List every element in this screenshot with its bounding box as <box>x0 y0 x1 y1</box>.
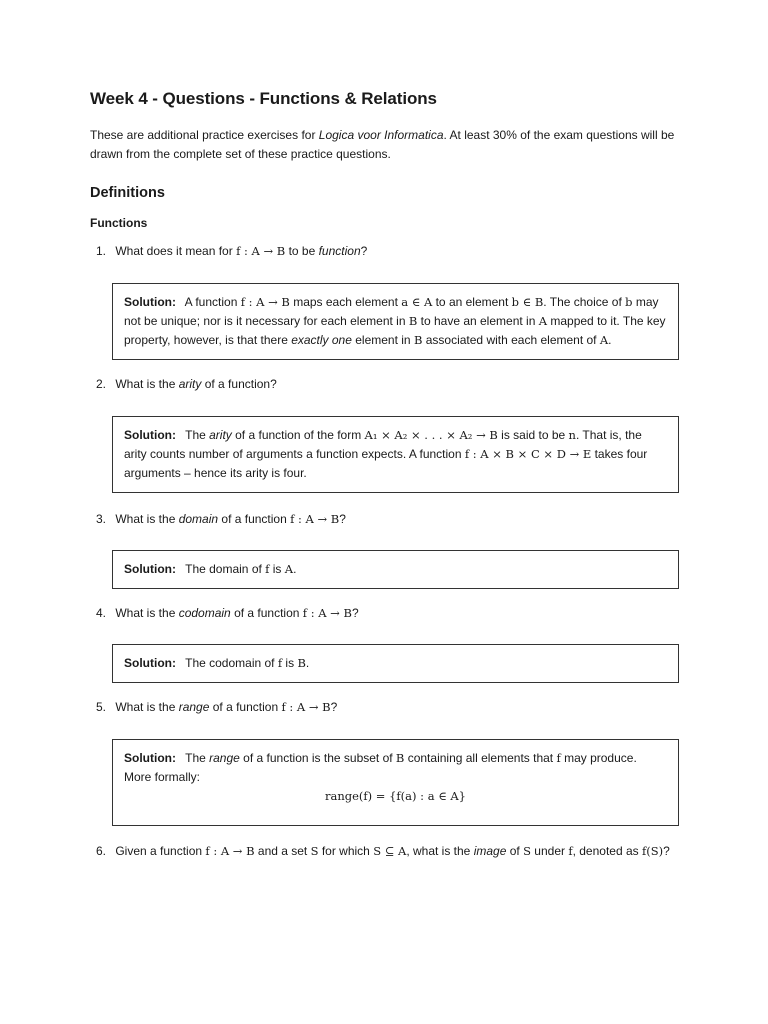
question-text: What is the <box>115 606 179 620</box>
math: A <box>284 562 294 576</box>
solution-label: Solution: <box>124 428 176 442</box>
solution-text: The <box>185 751 210 765</box>
solution-text: may produce. More formally: <box>124 751 637 784</box>
question-number: 5. <box>96 700 107 714</box>
emphasis: exactly one <box>291 333 352 347</box>
solution-text: . <box>305 656 310 670</box>
math: f <box>568 844 573 858</box>
range-formula: range(f) = {f(a) : a ∈ A} <box>325 789 466 803</box>
question-text: ? <box>330 700 338 714</box>
solution-box-1 <box>112 283 679 360</box>
emphasis: range <box>209 751 240 765</box>
solution-label: Solution: <box>124 295 176 309</box>
emphasis: arity <box>178 377 202 391</box>
math: A₁ × A₂ × . . . × A₂ → B <box>364 428 498 442</box>
solution-text: element in <box>351 333 414 347</box>
emphasis: arity <box>209 428 232 442</box>
math: f : A × B × C × D → E <box>464 447 592 461</box>
question-text: of a function <box>230 606 303 620</box>
math: B <box>408 314 418 328</box>
math: f : A → B <box>236 244 286 258</box>
question-2 <box>96 375 277 393</box>
math: S <box>310 844 319 858</box>
question-text: to be <box>285 244 319 258</box>
math: f : A → B <box>302 606 352 620</box>
question-1 <box>96 242 367 260</box>
solution-text: The codomain of <box>185 656 278 670</box>
question-5 <box>96 698 337 716</box>
subsection-heading: Functions <box>90 216 148 230</box>
solution-text: associated with each element of <box>422 333 600 347</box>
solution-text: maps each element <box>289 295 402 309</box>
question-text: What is the <box>115 700 179 714</box>
question-text: ? <box>351 606 359 620</box>
math: B <box>297 656 306 670</box>
solution-box-2 <box>112 416 679 493</box>
question-text: , what is the <box>406 844 474 858</box>
solution-label: Solution: <box>124 751 176 765</box>
intro-text: These are additional practice exercises for <box>90 128 319 142</box>
question-text: ? <box>360 244 368 258</box>
solution-text: containing all elements that <box>404 751 557 765</box>
math: A <box>538 314 548 328</box>
math: f : A → B <box>240 295 290 309</box>
section-heading: Definitions <box>90 185 165 201</box>
math: B <box>413 333 423 347</box>
question-4 <box>96 604 359 622</box>
question-text: of a function? <box>201 377 277 391</box>
question-text: Given a function <box>115 844 206 858</box>
solution-text: to have an element in <box>417 314 539 328</box>
solution-text: is <box>282 656 298 670</box>
emphasis: range <box>178 700 210 714</box>
question-3 <box>96 510 346 528</box>
question-6 <box>96 842 670 860</box>
question-number: 2. <box>96 377 107 391</box>
solution-text: A function <box>184 295 241 309</box>
math: f : A → B <box>290 512 340 526</box>
math: B <box>395 751 405 765</box>
solution-text: The domain of <box>185 562 266 576</box>
math: a ∈ A <box>401 295 433 309</box>
math: S ⊆ A <box>373 844 407 858</box>
solution-box-3 <box>112 550 679 589</box>
solution-box-5 <box>112 739 679 826</box>
solution-text: . <box>608 333 612 347</box>
question-number: 1. <box>96 244 107 258</box>
question-number: 4. <box>96 606 107 620</box>
math: S <box>523 844 531 858</box>
intro-text-end: . At least 30% of the exam questions will be drawn from the complete set of these practice questions. <box>90 128 675 161</box>
question-text: ? <box>339 512 346 526</box>
page-title: Week 4 - Questions - Functions & Relations <box>90 89 437 108</box>
solution-text: mapped to it. The key property, however, is that there <box>124 314 666 347</box>
solution-text: may not be unique; nor is it necessary for each element in <box>124 295 659 328</box>
emphasis: function <box>318 244 361 258</box>
question-text: What is the <box>115 512 179 526</box>
solution-text: of a function is the subset of <box>239 751 396 765</box>
math: b <box>625 295 633 309</box>
question-text: ? <box>663 844 670 858</box>
solution-text: The <box>185 428 210 442</box>
intro-paragraph <box>90 126 690 164</box>
math: f <box>556 751 561 765</box>
solution-text: to an element <box>432 295 512 309</box>
math: f <box>265 562 270 576</box>
question-text: under <box>530 844 569 858</box>
math: A <box>599 333 609 347</box>
emphasis: domain <box>178 512 219 526</box>
question-text: and a set <box>254 844 311 858</box>
math: f : A → B <box>281 700 331 714</box>
solution-text: is <box>269 562 285 576</box>
emphasis: codomain <box>178 606 231 620</box>
question-number: 6. <box>96 844 107 858</box>
question-text: What is the <box>115 377 179 391</box>
math: f(S) <box>641 844 664 858</box>
solution-text: . <box>293 562 297 576</box>
question-number: 3. <box>96 512 107 526</box>
math: b ∈ B <box>511 295 544 309</box>
question-text: for which <box>318 844 374 858</box>
math: f : A → B <box>205 844 255 858</box>
question-text: , denoted as <box>572 844 642 858</box>
question-text: of a function <box>209 700 282 714</box>
question-text: of a function <box>218 512 291 526</box>
math: f <box>277 656 283 670</box>
solution-text: . That is, the arity counts number of arguments a function expects. A function <box>124 428 642 461</box>
solution-label: Solution: <box>124 562 176 576</box>
course-name: Logica voor Informatica <box>318 128 444 142</box>
solution-text: of a function of the form <box>231 428 365 442</box>
math: n <box>568 428 576 442</box>
question-text: What does it mean for <box>115 244 237 258</box>
solution-text: is said to be <box>497 428 569 442</box>
solution-text: takes four arguments – hence its arity is four. <box>124 447 648 480</box>
emphasis: image <box>473 844 507 858</box>
solution-text: . The choice of <box>543 295 626 309</box>
question-text: of <box>506 844 524 858</box>
solution-box-4 <box>112 644 679 683</box>
solution-label: Solution: <box>124 656 176 670</box>
